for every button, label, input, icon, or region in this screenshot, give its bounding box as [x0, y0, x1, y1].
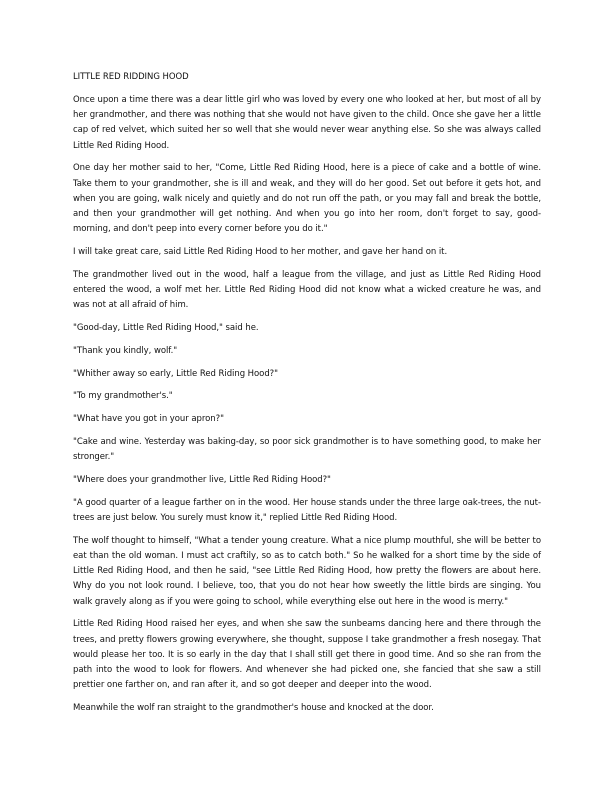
paragraph: One day her mother said to her, "Come, Little Red Riding Hood, here is a piece of cake and a bottle of wine. Take them to your grandmother, she is ill and weak, and they will do her good. Set out before it gets hot, and when you are going, walk nicely and quietly and do not run off the path, or you may fall and break the bottle, and then your grandmother will get nothing. And when you go into her room, don't forget to say, good-morning, and don't peep into every corner before you do it."	[73, 163, 541, 235]
paragraph: "Cake and wine. Yesterday was baking-day, so poor sick grandmother is to have something good, to make her stronger."	[73, 437, 541, 463]
paragraph: "To my grandmother's."	[73, 391, 173, 402]
paragraph: I will take great care, said Little Red Riding Hood to her mother, and gave her hand on it.	[73, 247, 448, 258]
paragraph: "Where does your grandmother live, Little Red Riding Hood?"	[73, 475, 331, 485]
paragraph: "A good quarter of a league farther on in the wood. Her house stands under the three large oak-trees, the nut-trees are just below. You surely must know it," replied Little Red Riding Hood.	[73, 497, 541, 523]
paragraph: "Good-day, Little Red Riding Hood," said he.	[73, 323, 259, 334]
document-title: LITTLE RED RIDDING HOOD	[73, 72, 189, 82]
document-body	[73, 70, 541, 724]
paragraph: The grandmother lived out in the wood, half a league from the village, and just as Little Red Riding Hood entered the wood, a wolf met her. Little Red Riding Hood did not know what a wicked creature he was, and was not at all afraid of him.	[73, 269, 541, 311]
paragraph: "Whither away so early, Little Red Riding Hood?"	[73, 368, 278, 379]
paragraph: "What have you got in your apron?"	[73, 414, 224, 425]
paragraph: "Thank you kindly, wolf."	[73, 345, 178, 356]
paragraph: Meanwhile the wolf ran straight to the grandmother's house and knocked at the door.	[73, 703, 434, 714]
paragraph: Once upon a time there was a dear little girl who was loved by every one who looked at her, but most of all by her grandmother, and there was nothing that she would not have given to the child. Once she gave her a little cap of red velvet, which suited her so well that she would never wear anything else. So she was always called Little Red Riding Hood.	[73, 95, 541, 151]
paragraph: Little Red Riding Hood raised her eyes, and when she saw the sunbeams dancing here and there through the trees, and pretty flowers growing everywhere, she thought, suppose I take grandmother a fresh nosegay. That would please her too. It is so early in the day that I shall still get there in good time. And so she ran from the path into the wood to look for flowers. And whenever she had picked one, she fancied that she saw a still prettier one farther on, and ran after it, and so got deeper and deeper into the wood.	[73, 619, 541, 691]
paragraph: The wolf thought to himself, "What a tender young creature. What a nice plump mouthful, she will be better to eat than the old woman. I must act craftily, so as to catch both." So he walked for a short time by the side of Little Red Riding Hood, and then he said, "see Little Red Riding Hood, how pretty the flowers are about here. Why do you not look round. I believe, too, that you do not hear how sweetly the little birds are singing. You walk gravely along as if you were going to school, while everything else out here in the wood is merry."	[73, 535, 541, 607]
